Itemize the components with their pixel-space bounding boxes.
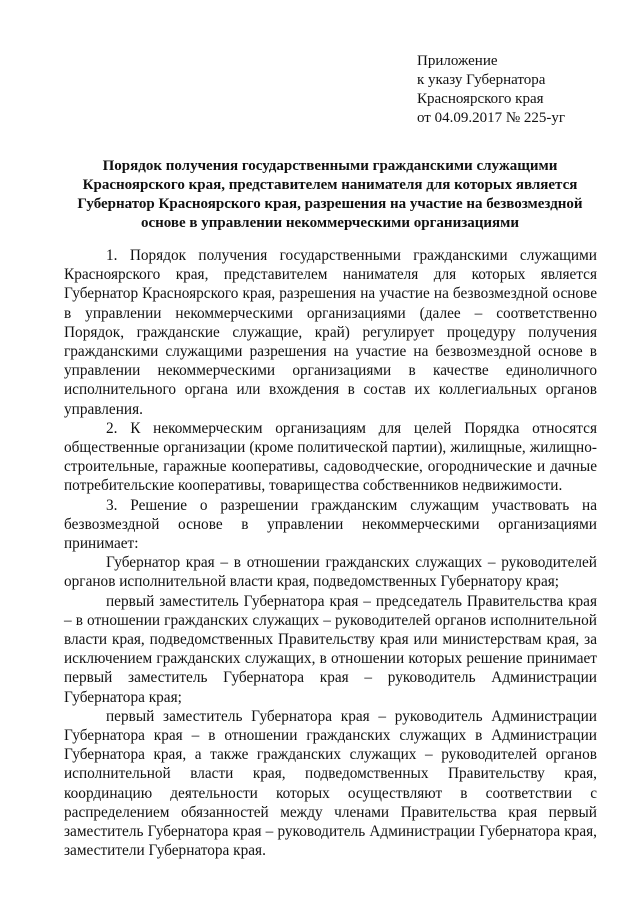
paragraph-1: 1. Порядок получения государственными гражданскими служащими Красноярского края, представителем нанимателя для которых является Губернатор Красноярского края, разрешения на участие на безвозмездной основе в управлении некоммерческими организациями (далее – соответственно Порядок, гражданские служащие, край) регулирует процедуру получения гражданскими служащими разрешения на участие на безвозмездной основе в управлении некоммерческими организациями в качестве единоличного исполнительного органа или вхождения в состав их коллегиальных органов управления. — [64, 247, 597, 418]
title-line: Красноярского края, представителем нанимателя для которых является — [82, 177, 578, 193]
appendix-block — [417, 52, 617, 128]
document-body — [64, 246, 597, 861]
title-line: Губернатор Красноярского края, разрешения на участие на безвозмездной — [77, 196, 583, 212]
paragraph-3: 3. Решение о разрешении гражданским служащим участвовать на безвозмездной основе в управлении некоммерческими организациями принимает: — [64, 496, 597, 553]
appendix-line: Приложение — [417, 53, 498, 69]
appendix-line: к указу Губернатора — [417, 72, 546, 88]
title-line: Порядок получения государственными гражданскими служащими — [102, 158, 558, 174]
title-line: основе в управлении некоммерческими организациями — [140, 215, 520, 231]
appendix-line: от 04.09.2017 № 225-уг — [417, 110, 566, 126]
appendix-line: Красноярского края — [417, 91, 544, 107]
paragraph-governor: Губернатор края – в отношении гражданских служащих – руководителей органов исполнительной власти края, подведомственных Губернатору края; — [64, 554, 597, 591]
document-title — [60, 157, 600, 233]
paragraph-2: 2. К некоммерческим организациям для целей Порядка относятся общественные организации (кроме политической партии), жилищные, жилищно-строительные, гаражные кооперативы, садоводческие, огороднические и дачные потребительские кооперативы, товарищества собственников недвижимости. — [64, 419, 597, 495]
paragraph-first-deputy-chairman: первый заместитель Губернатора края – председатель Правительства края – в отношении гражданских служащих – руководителей органов исполнительной власти края, подведомственных Правительству края или министерствам края, за исключением гражданских служащих, в отношении которых решение принимает первый заместитель Губернатора края – руководитель Администрации Губернатора края; — [64, 592, 597, 706]
paragraph-first-deputy-administration: первый заместитель Губернатора края – руководитель Администрации Губернатора края – в отношении гражданских служащих в Администрации Губернатора края, а также гражданских служащих – руководителей органов исполнительной власти края, подведомственных Правительству края, координацию деятельности которых осуществляют в соответствии с распределением обязанностей между членами Правительства края первый заместитель Губернатора края – руководитель Администрации Губернатора края, заместители Губернатора края. — [64, 707, 597, 860]
